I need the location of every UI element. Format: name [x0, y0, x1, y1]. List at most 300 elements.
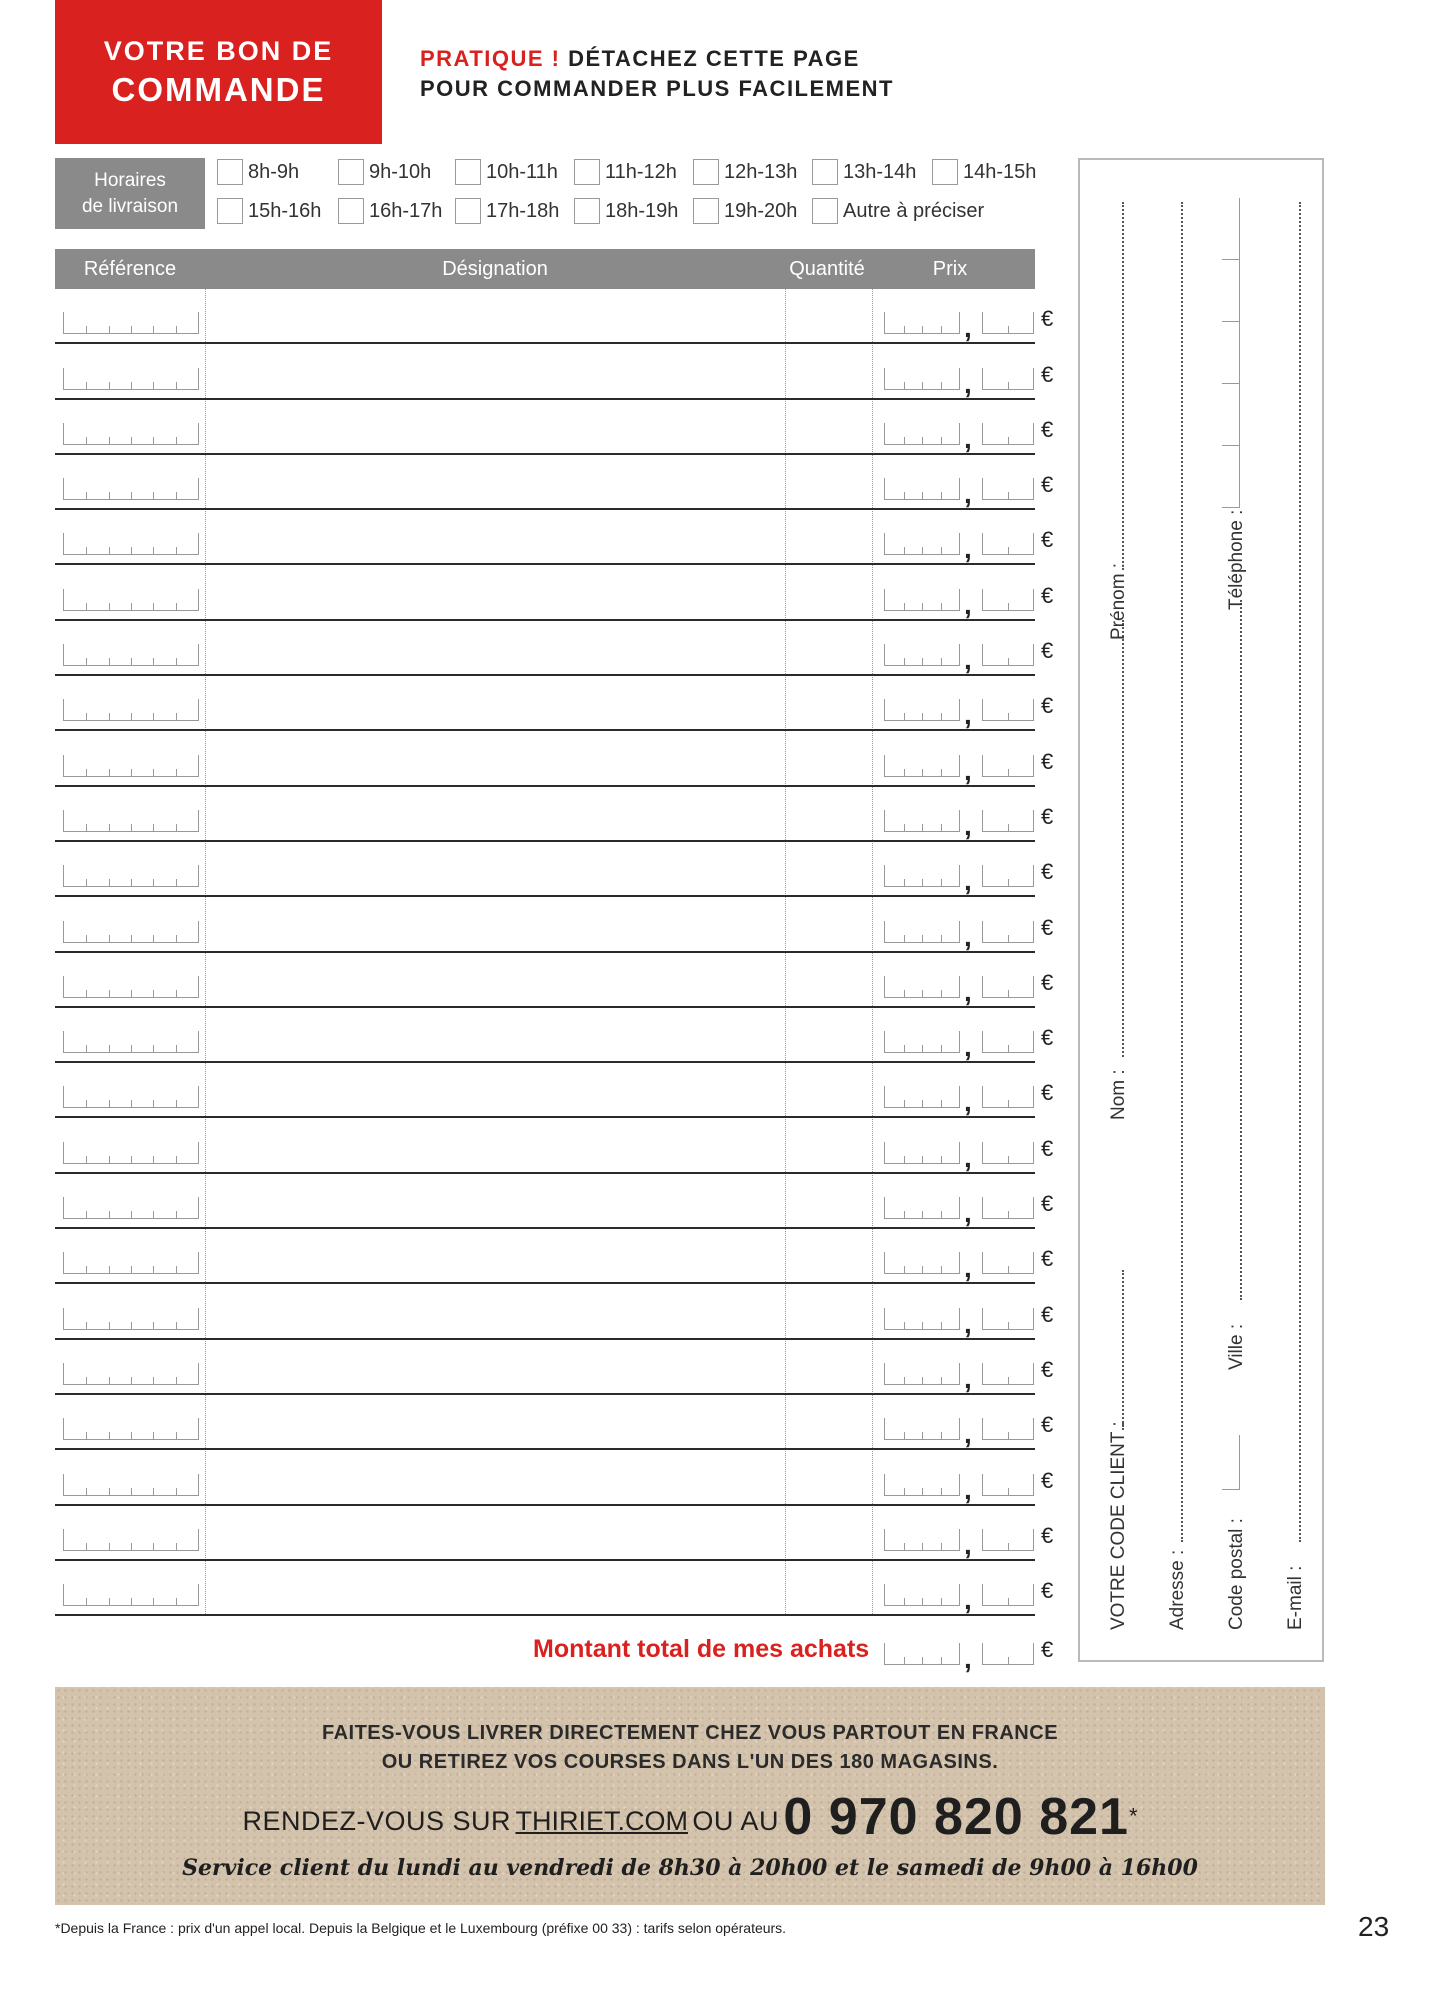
- designation-field[interactable]: [207, 953, 785, 1006]
- price-units-field[interactable]: [884, 810, 960, 832]
- adresse-label: Adresse :: [1167, 1549, 1188, 1630]
- banner-text: [55, 1719, 1325, 1777]
- price-field[interactable]: [884, 1356, 1054, 1394]
- email-label: E-mail :: [1285, 1565, 1306, 1630]
- reference-field[interactable]: [63, 921, 199, 943]
- total-price-field[interactable]: [884, 1635, 1054, 1674]
- reference-field[interactable]: [63, 1031, 199, 1053]
- adresse-field[interactable]: [1181, 202, 1183, 1542]
- price-cents-field[interactable]: [982, 1529, 1034, 1551]
- euro-sign: €: [1041, 1135, 1054, 1161]
- decimal-separator: ,: [964, 367, 972, 399]
- euro-sign: €: [1041, 693, 1054, 719]
- quantity-field[interactable]: [787, 1506, 872, 1559]
- reference-field[interactable]: [63, 1086, 199, 1108]
- checkbox[interactable]: [338, 198, 364, 224]
- euro-sign: €: [1041, 1191, 1054, 1217]
- price-cents-field[interactable]: [982, 1474, 1034, 1496]
- cta-middle: OU AU: [692, 1806, 779, 1836]
- order-row: [55, 953, 1054, 1008]
- price-units-field[interactable]: [884, 312, 960, 334]
- quantity-field[interactable]: [787, 1118, 872, 1171]
- decimal-separator: ,: [964, 478, 972, 510]
- euro-sign: €: [1041, 1246, 1054, 1272]
- delivery-label-line-1: Horaires: [94, 170, 166, 191]
- checkbox[interactable]: [217, 159, 243, 185]
- order-row: [55, 400, 1054, 455]
- order-row: [55, 1229, 1054, 1284]
- service-hours: Service client du lundi au vendredi de 8h30 à 20h00 et le samedi de 9h00 à 16h00: [182, 1855, 1198, 1881]
- client-info-panel: [1078, 158, 1324, 1662]
- order-row: [55, 1063, 1054, 1118]
- order-rows: [55, 289, 1054, 1616]
- reference-field[interactable]: [63, 1474, 199, 1496]
- price-cents-field[interactable]: [982, 699, 1034, 721]
- delivery-slot[interactable]: [455, 197, 559, 225]
- quantity-field[interactable]: [787, 842, 872, 895]
- order-row: [55, 455, 1054, 510]
- badge-line-1: VOTRE BON DE: [103, 35, 334, 66]
- price-cents-field[interactable]: [982, 1031, 1034, 1053]
- price-units-field[interactable]: [884, 644, 960, 666]
- price-units-field[interactable]: [884, 1529, 960, 1551]
- decimal-separator: ,: [964, 533, 972, 565]
- decimal-separator: ,: [964, 1584, 972, 1616]
- delivery-slot-label: 18h-19h: [605, 199, 679, 222]
- header-price: Prix: [932, 258, 968, 280]
- price-field[interactable]: [884, 472, 1054, 510]
- delivery-slot[interactable]: [574, 158, 677, 186]
- quantity-field[interactable]: [787, 1340, 872, 1393]
- euro-sign: €: [1041, 1025, 1054, 1051]
- quantity-field[interactable]: [787, 1561, 872, 1614]
- price-cents-field[interactable]: [982, 865, 1034, 887]
- checkbox[interactable]: [455, 198, 481, 224]
- order-row: [55, 1008, 1054, 1063]
- order-row: [55, 1174, 1054, 1229]
- delivery-slot-label: 10h-11h: [486, 160, 558, 183]
- quantity-field[interactable]: [787, 400, 872, 453]
- quantity-field[interactable]: [787, 676, 872, 729]
- price-field[interactable]: [884, 527, 1054, 565]
- price-field[interactable]: [884, 914, 1054, 952]
- designation-field[interactable]: [207, 1284, 785, 1337]
- price-units-field[interactable]: [884, 755, 960, 777]
- price-cents-field[interactable]: [982, 423, 1034, 445]
- quantity-field[interactable]: [787, 1008, 872, 1061]
- delivery-hours-label: [55, 158, 205, 229]
- reference-field[interactable]: [63, 1529, 199, 1551]
- client-code-field[interactable]: [1122, 1270, 1124, 1430]
- phone-number[interactable]: 0 970 820 821: [783, 1788, 1129, 1846]
- decimal-separator: ,: [964, 754, 972, 786]
- price-units-field[interactable]: [884, 423, 960, 445]
- euro-sign: €: [1041, 1578, 1054, 1604]
- page-number: 23: [1358, 1911, 1390, 1942]
- decimal-separator: ,: [964, 588, 972, 620]
- banner-cta: [55, 1787, 1325, 1847]
- decimal-separator: ,: [964, 1086, 972, 1118]
- designation-field[interactable]: [207, 1506, 785, 1559]
- reference-field[interactable]: [63, 976, 199, 998]
- euro-sign: €: [1041, 748, 1054, 774]
- price-units-field[interactable]: [884, 478, 960, 500]
- quantity-field[interactable]: [787, 289, 872, 342]
- designation-field[interactable]: [207, 1229, 785, 1282]
- price-units-field[interactable]: [884, 921, 960, 943]
- reference-field[interactable]: [63, 1308, 199, 1330]
- price-units-field[interactable]: [884, 589, 960, 611]
- checkbox[interactable]: [812, 198, 838, 224]
- quantity-field[interactable]: [787, 344, 872, 397]
- tagline-line-2: POUR COMMANDER PLUS FACILEMENT: [420, 76, 894, 101]
- quantity-field[interactable]: [787, 565, 872, 618]
- price-cents-field[interactable]: [982, 921, 1034, 943]
- designation-field[interactable]: [207, 676, 785, 729]
- order-row: [55, 897, 1054, 952]
- euro-sign: €: [1041, 361, 1054, 387]
- price-cents-field[interactable]: [982, 1197, 1034, 1219]
- price-units-field[interactable]: [884, 1418, 960, 1440]
- quantity-field[interactable]: [787, 1174, 872, 1227]
- price-units-field[interactable]: [884, 533, 960, 555]
- euro-sign: €: [1041, 1301, 1054, 1327]
- order-form-badge: [55, 0, 382, 144]
- delivery-slot[interactable]: [693, 158, 797, 186]
- checkbox[interactable]: [932, 159, 958, 185]
- decimal-separator: ,: [964, 1031, 972, 1063]
- prenom-field[interactable]: [1122, 202, 1124, 570]
- price-units-field[interactable]: [884, 865, 960, 887]
- badge-line-2: COMMANDE: [111, 70, 326, 108]
- decimal-separator: ,: [964, 1418, 972, 1450]
- designation-field[interactable]: [207, 455, 785, 508]
- price-cents-field[interactable]: [982, 1086, 1034, 1108]
- tagline: [420, 44, 894, 104]
- header-quantity: Quantité: [789, 258, 865, 280]
- telephone-field[interactable]: [1222, 198, 1240, 508]
- reference-field[interactable]: [63, 755, 199, 777]
- nom-field[interactable]: [1122, 620, 1124, 1057]
- designation-field[interactable]: [207, 621, 785, 674]
- checkbox[interactable]: [217, 198, 243, 224]
- price-units-field[interactable]: [884, 1252, 960, 1274]
- reference-field[interactable]: [63, 699, 199, 721]
- decimal-separator: ,: [964, 644, 972, 676]
- order-row: [55, 842, 1054, 897]
- price-cents-field[interactable]: [982, 976, 1034, 998]
- order-row: [55, 731, 1054, 786]
- price-field[interactable]: [884, 1246, 1054, 1284]
- price-cents-field[interactable]: [982, 312, 1034, 334]
- designation-field[interactable]: [207, 842, 785, 895]
- delivery-slot[interactable]: [217, 197, 321, 225]
- euro-sign: €: [1041, 859, 1054, 885]
- delivery-slot[interactable]: [932, 158, 1036, 186]
- reference-field[interactable]: [63, 1252, 199, 1274]
- order-row: [55, 565, 1054, 620]
- delivery-slot[interactable]: [812, 197, 984, 225]
- checkbox[interactable]: [338, 159, 364, 185]
- reference-field[interactable]: [63, 1197, 199, 1219]
- euro-sign: €: [1041, 472, 1054, 498]
- price-units-field[interactable]: [884, 1643, 960, 1665]
- prenom-label: Prénom :: [1108, 562, 1129, 640]
- client-code-label: VOTRE CODE CLIENT :: [1108, 1421, 1129, 1630]
- delivery-slot-label: 13h-14h: [843, 160, 917, 183]
- quantity-field[interactable]: [787, 1395, 872, 1448]
- order-row: [55, 1118, 1054, 1173]
- reference-field[interactable]: [63, 865, 199, 887]
- euro-sign: €: [1041, 1356, 1054, 1382]
- order-row: [55, 787, 1054, 842]
- order-row: [55, 676, 1054, 731]
- euro-sign: €: [1041, 803, 1054, 829]
- delivery-slot-label: 12h-13h: [724, 160, 798, 183]
- checkbox[interactable]: [574, 198, 600, 224]
- euro-sign: €: [1041, 306, 1054, 332]
- delivery-slot[interactable]: [217, 158, 299, 186]
- order-row: [55, 510, 1054, 565]
- price-cents-field[interactable]: [982, 1363, 1034, 1385]
- euro-sign: €: [1041, 638, 1054, 664]
- delivery-slot[interactable]: [338, 158, 431, 186]
- price-field[interactable]: [884, 1301, 1054, 1339]
- price-field[interactable]: [884, 1025, 1054, 1063]
- order-row: [55, 1506, 1054, 1561]
- decimal-separator: ,: [964, 1307, 972, 1339]
- price-field[interactable]: [884, 1578, 1054, 1616]
- designation-field[interactable]: [207, 787, 785, 840]
- quantity-field[interactable]: [787, 731, 872, 784]
- price-field[interactable]: [884, 1135, 1054, 1173]
- order-row: [55, 1395, 1054, 1450]
- euro-sign: €: [1041, 1412, 1054, 1438]
- delivery-slot[interactable]: [338, 197, 442, 225]
- reference-field[interactable]: [63, 478, 199, 500]
- quantity-field[interactable]: [787, 1450, 872, 1503]
- decimal-separator: ,: [964, 312, 972, 344]
- decimal-separator: ,: [964, 809, 972, 841]
- price-field[interactable]: [884, 1412, 1054, 1450]
- delivery-label-line-2: de livraison: [81, 196, 179, 217]
- quantity-field[interactable]: [787, 455, 872, 508]
- delivery-slot[interactable]: [455, 158, 558, 186]
- euro-sign: €: [1041, 1637, 1054, 1662]
- price-field[interactable]: [884, 1467, 1054, 1505]
- header-designation: Désignation: [442, 258, 548, 280]
- decimal-separator: ,: [964, 920, 972, 952]
- price-cents-field[interactable]: [982, 755, 1034, 777]
- price-units-field[interactable]: [884, 1584, 960, 1606]
- reference-field[interactable]: [63, 533, 199, 555]
- reference-field[interactable]: [63, 368, 199, 390]
- tagline-accent: PRATIQUE !: [420, 46, 561, 71]
- ville-field[interactable]: [1240, 600, 1242, 1300]
- banner-line-2: OU RETIREZ VOS COURSES DANS L'UN DES 180 MAGASINS.: [381, 1751, 999, 1773]
- price-units-field[interactable]: [884, 1142, 960, 1164]
- ville-label: Ville :: [1226, 1323, 1247, 1370]
- designation-field[interactable]: [207, 1395, 785, 1448]
- price-cents-field[interactable]: [982, 1418, 1034, 1440]
- price-field[interactable]: [884, 803, 1054, 841]
- price-cents-field[interactable]: [982, 1252, 1034, 1274]
- delivery-slot-label: Autre à préciser: [843, 199, 985, 222]
- quantity-field[interactable]: [787, 510, 872, 563]
- price-units-field[interactable]: [884, 1031, 960, 1053]
- quantity-field[interactable]: [787, 787, 872, 840]
- price-field[interactable]: [884, 416, 1054, 454]
- cta-prefix: RENDEZ-VOUS SUR: [242, 1806, 512, 1836]
- price-cents-field[interactable]: [982, 810, 1034, 832]
- header-reference: Référence: [83, 258, 177, 280]
- designation-field[interactable]: [207, 1118, 785, 1171]
- price-units-field[interactable]: [884, 1086, 960, 1108]
- price-units-field[interactable]: [884, 1474, 960, 1496]
- order-row: [55, 1340, 1054, 1395]
- decimal-separator: ,: [964, 1528, 972, 1560]
- order-row: [55, 344, 1054, 399]
- checkbox[interactable]: [455, 159, 481, 185]
- delivery-slot[interactable]: [693, 197, 797, 225]
- designation-field[interactable]: [207, 1340, 785, 1393]
- designation-field[interactable]: [207, 289, 785, 342]
- nom-label: Nom :: [1108, 1069, 1129, 1120]
- quantity-field[interactable]: [787, 1284, 872, 1337]
- designation-field[interactable]: [207, 1561, 785, 1614]
- price-cents-field[interactable]: [982, 589, 1034, 611]
- quantity-field[interactable]: [787, 897, 872, 950]
- price-field[interactable]: [884, 1522, 1054, 1560]
- euro-sign: €: [1041, 582, 1054, 608]
- decimal-separator: ,: [964, 1362, 972, 1394]
- decimal-separator: ,: [964, 1197, 972, 1229]
- reference-field[interactable]: [63, 312, 199, 334]
- price-cents-field[interactable]: [982, 533, 1034, 555]
- checkbox[interactable]: [574, 159, 600, 185]
- designation-field[interactable]: [207, 565, 785, 618]
- euro-sign: €: [1041, 969, 1054, 995]
- website-link[interactable]: THIRIET.COM: [515, 1806, 688, 1836]
- delivery-slot-label: 8h-9h: [248, 160, 300, 183]
- price-field[interactable]: [884, 582, 1054, 620]
- designation-field[interactable]: [207, 1174, 785, 1227]
- quantity-field[interactable]: [787, 621, 872, 674]
- designation-field[interactable]: [207, 731, 785, 784]
- reference-field[interactable]: [63, 644, 199, 666]
- price-cents-field[interactable]: [982, 478, 1034, 500]
- price-cents-field[interactable]: [982, 1584, 1034, 1606]
- price-units-field[interactable]: [884, 699, 960, 721]
- total-label: Montant total de mes achats: [533, 1635, 870, 1663]
- email-field[interactable]: [1299, 202, 1301, 1542]
- reference-field[interactable]: [63, 1418, 199, 1440]
- price-field[interactable]: [884, 693, 1054, 731]
- reference-field[interactable]: [63, 1142, 199, 1164]
- designation-field[interactable]: [207, 1008, 785, 1061]
- footnote: *Depuis la France : prix d'un appel local. Depuis la Belgique et le Luxembourg (préfixe 00 33) : tarifs selon opérateurs.: [55, 1920, 787, 1936]
- euro-sign: €: [1041, 1080, 1054, 1106]
- reference-field[interactable]: [63, 810, 199, 832]
- price-field[interactable]: [884, 748, 1054, 786]
- code-postal-label: Code postal :: [1226, 1518, 1247, 1630]
- telephone-label: Téléphone :: [1226, 509, 1247, 610]
- price-field[interactable]: [884, 859, 1054, 897]
- price-field[interactable]: [884, 969, 1054, 1007]
- designation-field[interactable]: [207, 400, 785, 453]
- order-row: [55, 621, 1054, 676]
- decimal-separator: ,: [964, 1252, 972, 1284]
- price-units-field[interactable]: [884, 368, 960, 390]
- tagline-line-1: DÉTACHEZ CETTE PAGE: [568, 46, 860, 71]
- price-cents-field[interactable]: [982, 1308, 1034, 1330]
- price-units-field[interactable]: [884, 1308, 960, 1330]
- delivery-slot-label: 9h-10h: [369, 160, 432, 183]
- price-cents-field[interactable]: [982, 644, 1034, 666]
- reference-field[interactable]: [63, 1363, 199, 1385]
- euro-sign: €: [1041, 1522, 1054, 1548]
- delivery-slot-label: 19h-20h: [724, 199, 798, 222]
- price-units-field[interactable]: [884, 1363, 960, 1385]
- decimal-separator: ,: [964, 865, 972, 897]
- decimal-separator: ,: [964, 1643, 972, 1674]
- quantity-field[interactable]: [787, 953, 872, 1006]
- designation-field[interactable]: [207, 1450, 785, 1503]
- delivery-slot-label: 14h-15h: [963, 160, 1037, 183]
- checkbox[interactable]: [693, 159, 719, 185]
- euro-sign: €: [1041, 1467, 1054, 1493]
- price-units-field[interactable]: [884, 976, 960, 998]
- decimal-separator: ,: [964, 1473, 972, 1505]
- designation-field[interactable]: [207, 344, 785, 397]
- promo-banner: [55, 1687, 1325, 1905]
- checkbox[interactable]: [693, 198, 719, 224]
- reference-field[interactable]: [63, 423, 199, 445]
- quantity-field[interactable]: [787, 1063, 872, 1116]
- price-field[interactable]: [884, 306, 1054, 344]
- decimal-separator: ,: [964, 422, 972, 454]
- checkbox[interactable]: [812, 159, 838, 185]
- price-field[interactable]: [884, 1080, 1054, 1118]
- price-cents-field[interactable]: [982, 1643, 1034, 1665]
- table-header: [55, 249, 1035, 289]
- delivery-slot[interactable]: [574, 197, 678, 225]
- price-cents-field[interactable]: [982, 1142, 1034, 1164]
- order-row: [55, 1561, 1054, 1616]
- quantity-field[interactable]: [787, 1229, 872, 1282]
- price-cents-field[interactable]: [982, 368, 1034, 390]
- delivery-slot-label: 17h-18h: [486, 199, 560, 222]
- price-units-field[interactable]: [884, 1197, 960, 1219]
- delivery-slot[interactable]: [812, 158, 916, 186]
- price-field[interactable]: [884, 1191, 1054, 1229]
- euro-sign: €: [1041, 914, 1054, 940]
- reference-field[interactable]: [63, 589, 199, 611]
- designation-field[interactable]: [207, 897, 785, 950]
- designation-field[interactable]: [207, 1063, 785, 1116]
- reference-field[interactable]: [63, 1584, 199, 1606]
- decimal-separator: ,: [964, 975, 972, 1007]
- delivery-slot-label: 11h-12h: [605, 160, 677, 183]
- euro-sign: €: [1041, 416, 1054, 442]
- delivery-slot-label: 15h-16h: [248, 199, 322, 222]
- price-field[interactable]: [884, 361, 1054, 399]
- decimal-separator: ,: [964, 699, 972, 731]
- order-row: [55, 289, 1054, 344]
- code-postal-field[interactable]: [1222, 1435, 1240, 1490]
- price-field[interactable]: [884, 638, 1054, 676]
- designation-field[interactable]: [207, 510, 785, 563]
